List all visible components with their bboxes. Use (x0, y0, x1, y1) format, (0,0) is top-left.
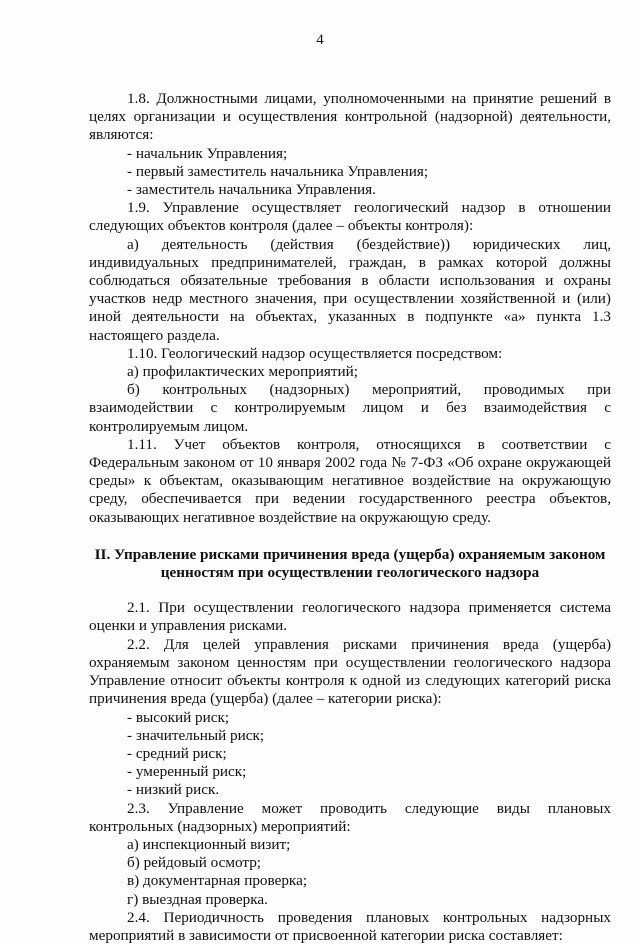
paragraph-1-10: 1.10. Геологический надзор осуществляется посредством: (127, 344, 503, 362)
paragraph-1-11: 1.11. Учет объектов контроля, относящихся в соответствии с Федеральным законом от 10 января 2002 года № 7-ФЗ «Об охране окружающей среды» к объектам, оказывающим негативное воздействие на окружающую среду, обеспечивается при ведении государственного реестра объектов, оказывающих негативное воздействие на окружающую среду. (89, 435, 611, 526)
paragraph-1-8: 1.8. Должностными лицами, уполномоченными на принятие решений в целях организации и осуществления контрольной (надзорной) деятельности, являются: (89, 90, 611, 144)
list-item: а) инспекционный визит; (127, 835, 291, 853)
list-item: а) профилактических мероприятий; (127, 363, 359, 381)
paragraph-2-4: 2.4. Периодичность проведения плановых контрольных надзорных мероприятий в зависимости от присвоенной категории риска составляет: (89, 908, 611, 944)
list-item: в) документарная проверка; (127, 872, 308, 890)
section-heading: II. Управление рисками причинения вреда (ущерба) охраняемым законом ценностям при осуществлении геологического надзора (94, 545, 606, 582)
list-item: - первый заместитель начальника Управления; (127, 162, 429, 180)
list-item: - низкий риск. (127, 781, 220, 799)
list-item: г) выездная проверка. (127, 890, 268, 908)
document-body (89, 90, 611, 945)
paragraph-2-2: 2.2. Для целей управления рисками причинения вреда (ущерба) охраняемым законом ценностям при осуществлении геологического надзора Управление относит объекты контроля к одной из следующих категорий риска причинения вреда (ущерба) (далее – категории риска): (89, 635, 611, 708)
list-item: - заместитель начальника Управления. (127, 181, 376, 199)
page-number: 4 (316, 32, 324, 48)
paragraph-1-9: 1.9. Управление осуществляет геологический надзор в отношении следующих объектов контроля (далее – объекты контроля): (89, 199, 611, 235)
list-item: - начальник Управления; (127, 144, 288, 162)
list-item: б) контрольных (надзорных) мероприятий, проводимых при взаимодействии с контролируемым лицом и без взаимодействия с контролируемым лицом. (89, 381, 611, 435)
list-item: - умеренный риск; (127, 763, 247, 781)
paragraph-2-1: 2.1. При осуществлении геологического надзора применяется система оценки и управления рисками. (89, 599, 611, 635)
list-item: - значительный риск; (127, 726, 265, 744)
list-item: - высокий риск; (127, 708, 230, 726)
list-item: б) рейдовый осмотр; (127, 854, 262, 872)
list-item: - средний риск; (127, 744, 227, 762)
paragraph-2-3: 2.3. Управление может проводить следующие виды плановых контрольных (надзорных) мероприятий: (89, 799, 611, 835)
paragraph-1-9-a: а) деятельность (действия (бездействие)) юридических лиц, индивидуальных предпринимателей, граждан, в рамках которой должны соблюдаться обязательные требования в области использования и охраны участков недр местного значения, при осуществлении хозяйственной и (или) иной деятельности на объектах, указанных в подпункте «а» пункта 1.3 настоящего раздела. (89, 235, 611, 344)
